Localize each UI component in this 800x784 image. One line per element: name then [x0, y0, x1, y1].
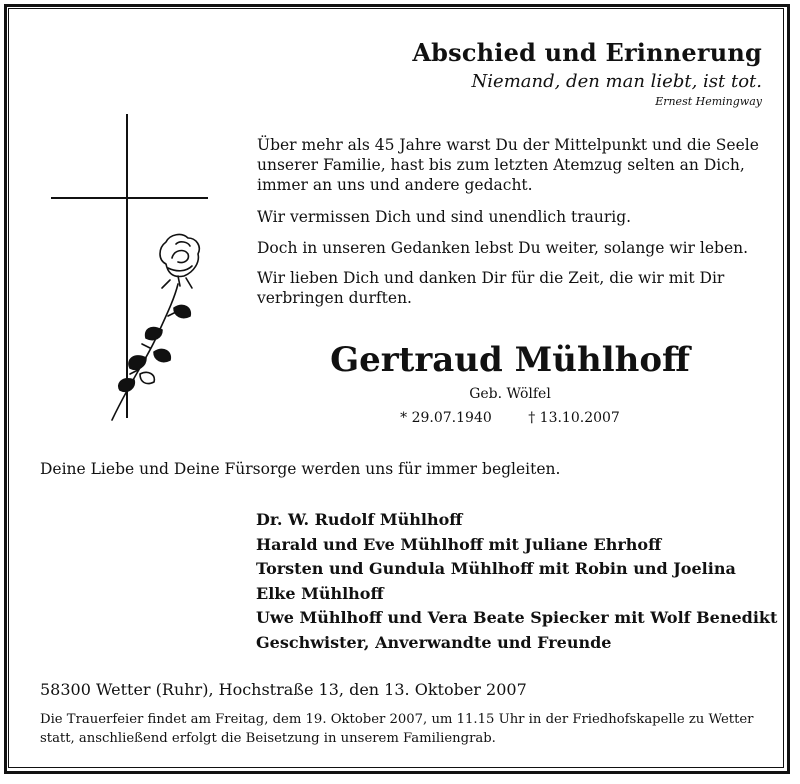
closing-line: Deine Liebe und Deine Fürsorge werden uns für immer begleiten. — [40, 460, 561, 478]
mourner-line: Uwe Mühlhoff und Vera Beate Spiecker mit Wolf Benedikt — [256, 608, 778, 627]
mourner-line: Dr. W. Rudolf Mühlhoff — [256, 510, 463, 529]
maiden-name: Geb. Wölfel — [469, 386, 551, 402]
rose-icon — [112, 235, 199, 420]
quote-author: Ernest Hemingway — [655, 95, 762, 108]
deceased-name: Gertraud Mühlhoff — [330, 340, 690, 380]
address-line: 58300 Wetter (Ruhr), Hochstraße 13, den 13. Oktober 2007 — [40, 680, 527, 699]
paragraph-1: Über mehr als 45 Jahre warst Du der Mittelpunkt und die Seele unserer Familie, hast bis zum letzten Atemzug selten an Dich, immer an uns und andere gedacht. — [257, 136, 759, 194]
header-quote: Niemand, den man liebt, ist tot. — [471, 71, 762, 92]
life-dates — [300, 410, 720, 426]
mourner-line: Elke Mühlhoff — [256, 583, 384, 603]
birth-date: * 29.07.1940 — [400, 410, 492, 426]
header-title: Abschied und Erinnerung — [412, 38, 762, 67]
mourner-line: Torsten und Gundula Mühlhoff mit Robin und Joelina — [256, 559, 736, 578]
paragraph-3: Doch in unseren Gedanken lebst Du weiter, solange wir leben. — [257, 239, 749, 257]
paragraph-4: Wir lieben Dich und danken Dir für die Zeit, die wir mit Dir verbringen durften. — [257, 269, 725, 307]
mourner-line: Harald und Eve Mühlhoff mit Juliane Ehrhoff — [256, 534, 662, 554]
paragraph-2: Wir vermissen Dich und sind unendlich traurig. — [257, 208, 632, 226]
mourner-line: Geschwister, Anverwandte und Freunde — [256, 632, 612, 652]
cross-rose-illustration — [50, 112, 220, 432]
cross-icon — [51, 114, 208, 418]
funeral-notice: Die Trauerfeier findet am Freitag, dem 19. Oktober 2007, um 11.15 Uhr in der Friedhofskapelle zu Wetter statt, anschließend erfolgt die Beisetzung in unserem Familiengrab. — [40, 712, 754, 746]
death-date: † 13.10.2007 — [528, 410, 620, 426]
mourners-list — [256, 508, 776, 655]
